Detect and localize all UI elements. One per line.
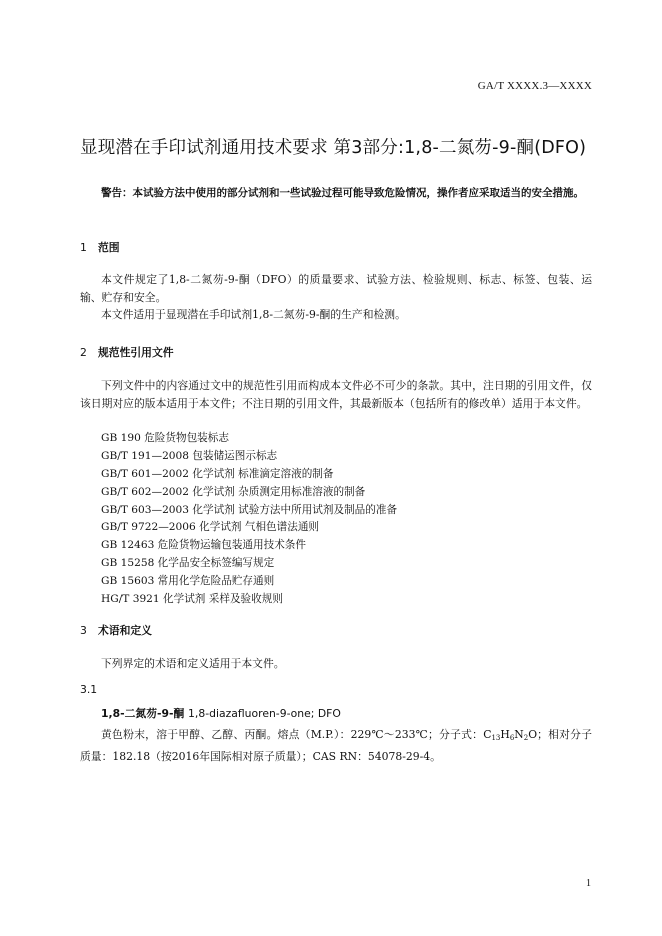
normative-intro: 下列文件中的内容通过文中的规范性引用而构成本文件必不可少的条款。其中，注日期的引用文件，仅该日期对应的版本适用于本文件；不注日期的引用文件，其最新版本（包括所有的修改单）适用于本文件。 [80,379,592,410]
page-title: 显现潜在手印试剂通用技术要求 第3部分:1,8-二氮芴-9-酮(DFO) [80,138,587,158]
section-normative-heading [80,345,174,360]
reference-item: GB 15258 化学品安全标签编写规定 [101,557,275,570]
document-code: GA/T XXXX.3—XXXX [477,80,592,92]
section-title: 规范性引用文件 [98,346,174,359]
term-english: 1,8-diazafluoren-9-one; DFO [188,707,341,720]
reference-item: HG/T 3921 化学试剂 采样及验收规则 [101,593,283,606]
section-title: 术语和定义 [98,624,152,637]
section-title: 范围 [98,241,120,254]
reference-item: GB/T 601—2002 化学试剂 标准滴定溶液的制备 [101,467,334,480]
description-suffix: ；相对分子质量：182.18（按2016年国际相对原子质量）；CAS RN：54078-29-4。 [80,728,593,763]
term-entry [101,706,341,721]
terms-intro: 下列界定的术语和定义适用于本文件。 [101,657,285,670]
reference-item: GB 12463 危险货物运输包装通用技术条件 [101,539,306,552]
description-prefix: 黄色粉末，溶于甲醇、乙醇、丙酮。熔点（M.P.）：229℃～233℃；分子式： [101,728,484,741]
safety-warning: 警告：本试验方法中使用的部分试剂和一些试验过程可能导致危险情况，操作者应采取适当的安全措施。 [101,187,584,199]
section-number: 1 [80,241,87,254]
reference-item: GB/T 191—2008 包装储运图示标志 [101,449,278,462]
term-number: 3.1 [80,683,98,696]
scope-paragraph-1: 本文件规定了1,8-二氮芴-9-酮（DFO）的质量要求、试验方法、检验规则、标志、标签、包装、运输、贮存和安全。 [80,273,592,304]
term-chinese: 1,8-二氮芴-9-酮 [101,707,185,720]
reference-item: GB/T 602—2002 化学试剂 杂质测定用标准溶液的制备 [101,485,366,498]
page-number: 1 [586,878,591,889]
section-number: 2 [80,346,87,359]
term-description [80,726,592,765]
section-terms-heading [80,623,152,638]
section-scope-heading [80,240,120,255]
reference-item: GB/T 9722—2006 化学试剂 气相色谱法通则 [101,521,320,534]
scope-paragraph-2: 本文件适用于显现潜在手印试剂1,8-二氮芴-9-酮的生产和检测。 [101,308,406,321]
reference-item: GB 15603 常用化学危险品贮存通则 [101,575,275,588]
section-number: 3 [80,624,87,637]
reference-item: GB/T 603—2003 化学试剂 试验方法中所用试剂及制品的准备 [101,503,398,516]
reference-item: GB 190 危险货物包装标志 [101,432,229,444]
reference-list [101,430,397,609]
molecular-formula: $C_{13}H_6N_2O$ [483,728,538,742]
